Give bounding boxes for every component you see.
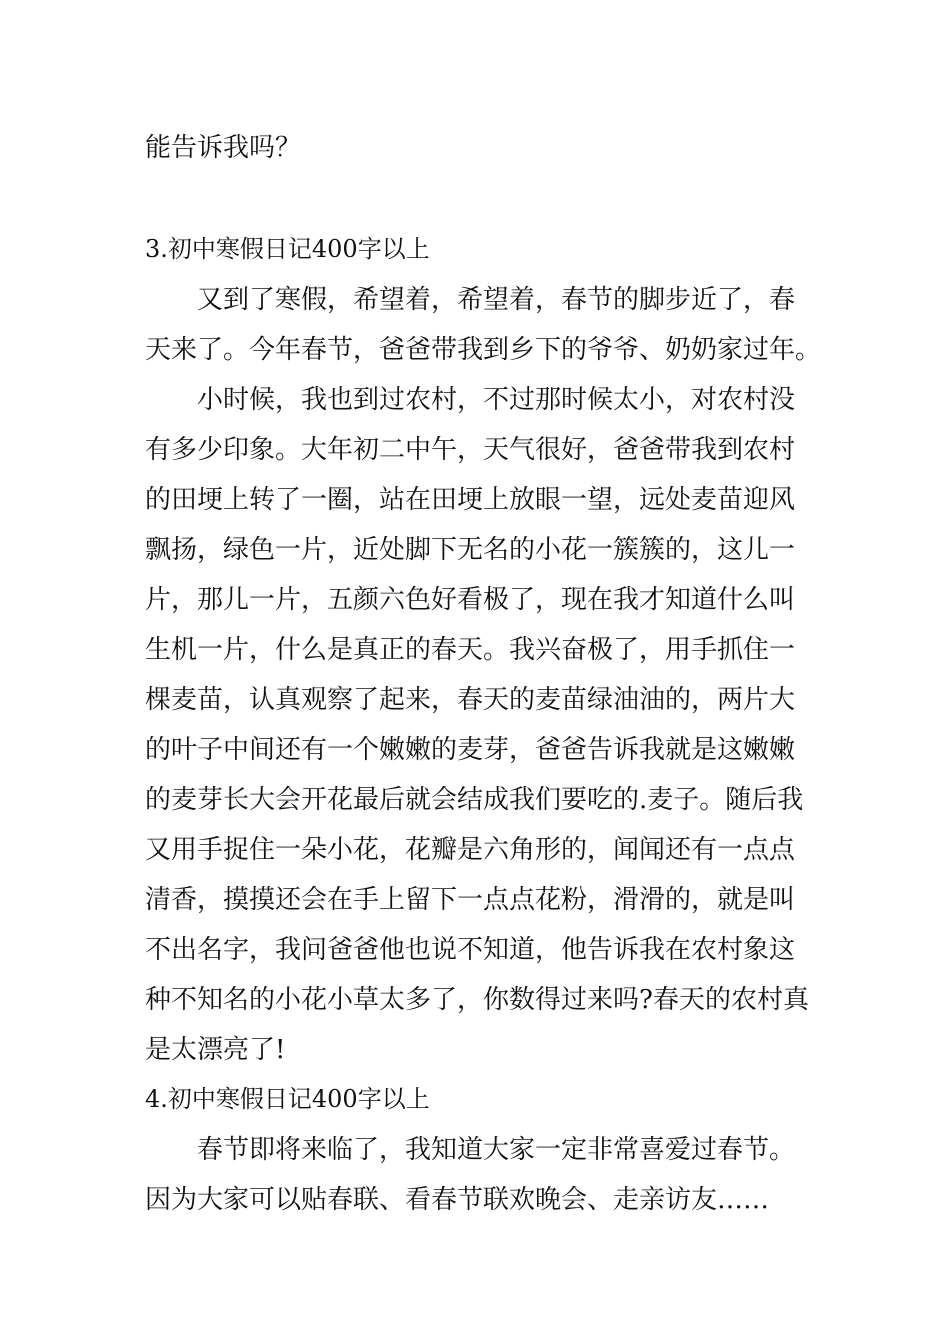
paragraph-line: 片，那儿一片，五颜六色好看极了，现在我才知道什么叫 bbox=[145, 585, 796, 615]
paragraph-line: 的叶子中间还有一个嫩嫩的麦芽，爸爸告诉我就是这嫩嫩 bbox=[145, 735, 796, 765]
paragraph-line: 的田埂上转了一圈，站在田埂上放眼一望，远处麦苗迎风 bbox=[145, 485, 796, 515]
paragraph-line: 是太漂亮了! bbox=[145, 1035, 286, 1065]
paragraph-line: 生机一片，什么是真正的春天。我兴奋极了，用手抓住一 bbox=[145, 635, 796, 665]
paragraph-line: 的麦芽长大会开花最后就会结成我们要吃的.麦子。随后我 bbox=[145, 785, 804, 815]
paragraph-line: 春节即将来临了，我知道大家一定非常喜爱过春节。 bbox=[197, 1135, 796, 1165]
paragraph-line: 清香，摸摸还会在手上留下一点点花粉，滑滑的，就是叫 bbox=[145, 885, 796, 915]
section-heading-4: 4.初中寒假日记400字以上 bbox=[145, 1085, 430, 1113]
paragraph-line: 又到了寒假，希望着，希望着，春节的脚步近了，春 bbox=[197, 285, 796, 315]
section-heading-3: 3.初中寒假日记400字以上 bbox=[145, 235, 430, 263]
paragraph-line: 有多少印象。大年初二中午，天气很好，爸爸带我到农村 bbox=[145, 435, 796, 465]
paragraph-line: 棵麦苗，认真观察了起来，春天的麦苗绿油油的，两片大 bbox=[145, 685, 796, 715]
continued-text: 能告诉我吗？ bbox=[145, 133, 302, 163]
paragraph-line: 小时候，我也到过农村，不过那时候太小，对农村没 bbox=[197, 385, 796, 415]
paragraph-line: 不出名字，我问爸爸他也说不知道，他告诉我在农村象这 bbox=[145, 935, 796, 965]
paragraph-line: 天来了。今年春节，爸爸带我到乡下的爷爷、奶奶家过年。 bbox=[145, 335, 822, 365]
paragraph-line: 飘扬，绿色一片，近处脚下无名的小花一簇簇的，这儿一 bbox=[145, 535, 796, 565]
paragraph-line: 因为大家可以贴春联、看春节联欢晚会、走亲访友…… bbox=[145, 1185, 770, 1215]
paragraph-line: 又用手捉住一朵小花，花瓣是六角形的，闻闻还有一点点 bbox=[145, 835, 796, 865]
paragraph-line: 种不知名的小花小草太多了，你数得过来吗?春天的农村真 bbox=[145, 985, 809, 1015]
